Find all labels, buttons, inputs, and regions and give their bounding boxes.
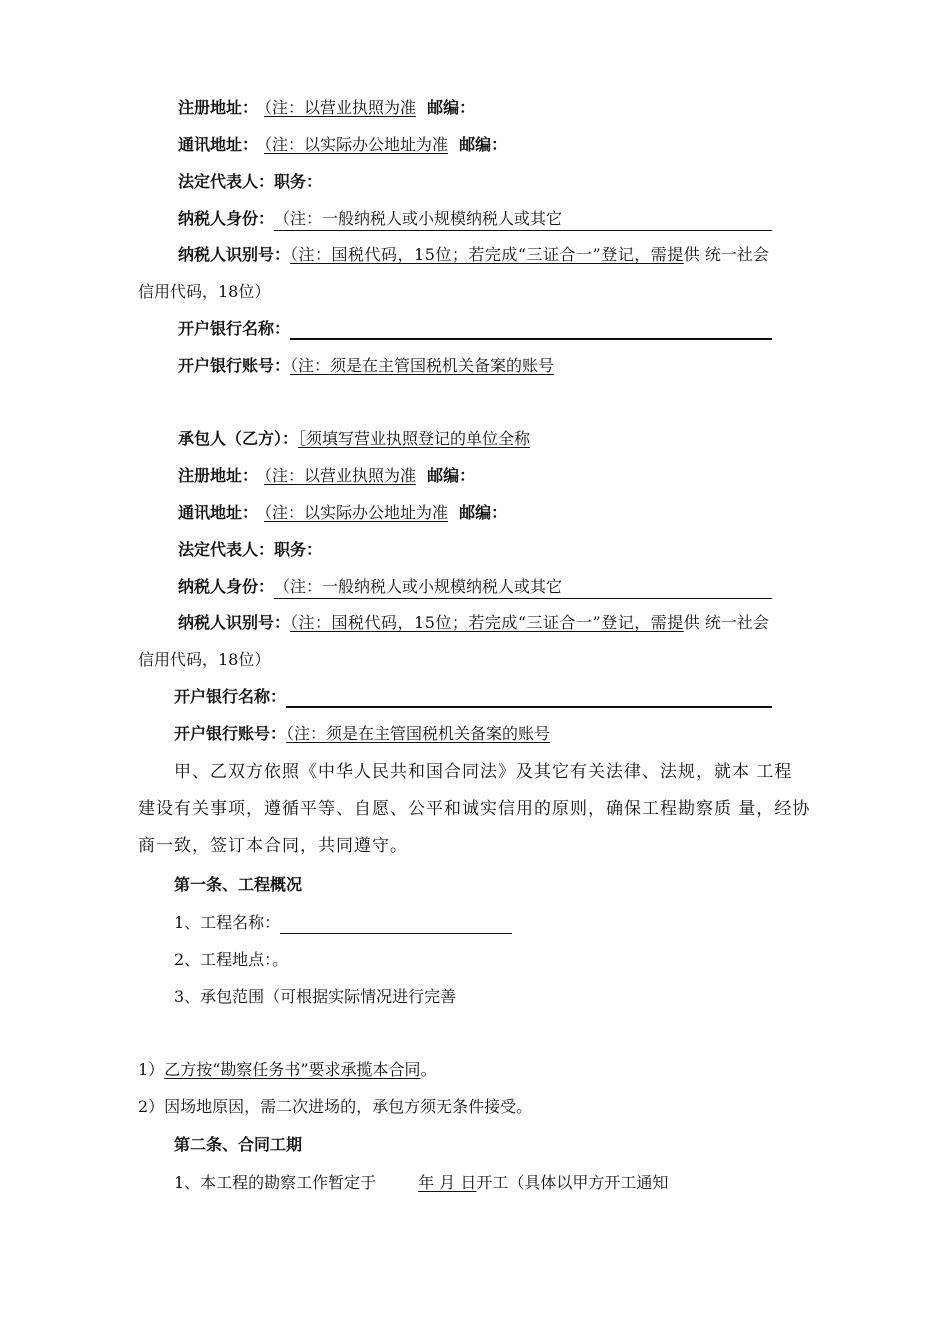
party-b-reg-address [178,465,475,487]
project-name-label: 1、工程名称： [174,913,281,932]
mail-zip-label: 邮编： [459,503,508,522]
article-2-title: 第二条、合同工期 [174,1135,303,1154]
party-b-label: 承包人（乙方）： [178,429,299,448]
party-b-tax-id-line2: 信用代码，18位） [138,650,271,669]
start-date-field: 年 月 日 [418,1173,477,1192]
bank-name-field [286,688,772,708]
bank-account-note: （注：须是在主管国税机关备案的账号 [290,356,555,375]
taxpayer-note: （注：一般纳税人或小规模纳税人或其它 [274,209,563,228]
reg-address-label: 注册地址： [178,466,259,485]
reg-zip-label: 邮编： [427,98,476,117]
article-1-sub-1 [138,1059,437,1081]
mail-address-label: 通讯地址： [178,503,259,522]
tax-id-note-tail: 供 统一社会 [683,245,769,264]
tax-id-label: 纳税人识别号： [178,245,291,264]
start-date-tail: 开工（具体以甲方开工通知 [476,1173,669,1192]
party-b-note: ［须填写营业执照登记的单位全称 [298,429,531,448]
party-a-taxpayer [178,208,772,231]
mail-address-note: （注：以实际办公地址为准 [264,503,449,522]
party-b-taxpayer [178,576,772,599]
tax-id-note: （注：国税代码，15位；若完成“三证合一”登记，需提 [290,245,684,264]
tax-id-note: （注：国税代码，15位；若完成“三证合一”登记，需提 [290,613,684,632]
preamble-line-3: 商一致，签订本合同，共同遵守。 [138,836,408,856]
article-1-item-3: 3、承包范围（可根据实际情况进行完善 [174,987,457,1006]
sub-1-text: 乙方按“勘察任务书”要求承揽本合同 [164,1060,421,1079]
party-a-tax-id-line2: 信用代码，18位） [138,282,271,301]
party-b-mail-address [178,502,507,524]
sub-1-prefix: 1） [138,1060,165,1079]
bank-account-note: （注：须是在主管国税机关备案的账号 [286,724,551,743]
article-2-item-1 [174,1172,668,1194]
bank-name-label: 开户银行名称： [178,319,291,338]
project-name-field [280,917,512,934]
preamble-line-1: 甲、乙双方依照《中华人民共和国合同法》及其它有关法律、法规，就本 工程 [174,762,793,782]
party-a-mail-address [178,134,507,156]
article-1-title: 第一条、工程概况 [174,875,303,894]
party-a-legal-rep: 法定代表人：职务： [178,172,323,191]
mail-address-note: （注：以实际办公地址为准 [264,135,449,154]
taxpayer-field [274,208,772,231]
bank-name-field [290,320,772,340]
article-1-item-2: 2、工程地点：。 [174,950,289,969]
taxpayer-label: 纳税人身份： [178,209,275,228]
reg-address-label: 注册地址： [178,98,259,117]
article-1-item-1 [174,912,512,934]
bank-name-label: 开户银行名称： [174,687,287,706]
bank-account-label: 开户银行账号： [174,724,287,743]
start-date-label: 1、本工程的勘察工作暂定于 [174,1173,377,1192]
mail-address-label: 通讯地址： [178,135,259,154]
party-a-bank-account [178,355,554,377]
reg-address-note: （注：以营业执照为准 [264,466,417,485]
party-a-bank-name [178,318,772,340]
tax-id-note-tail: 供 统一社会 [683,613,769,632]
party-b-bank-account [174,723,550,745]
party-b-tax-id [178,612,769,634]
reg-zip-label: 邮编： [427,466,476,485]
article-1-sub-2: 2）因场地原因，需二次进场的，承包方须无条件接受。 [138,1097,533,1116]
tax-id-label: 纳税人识别号： [178,613,291,632]
taxpayer-note: （注：一般纳税人或小规模纳税人或其它 [274,577,563,596]
mail-zip-label: 邮编： [459,135,508,154]
taxpayer-field [274,576,772,599]
taxpayer-label: 纳税人身份： [178,577,275,596]
sub-1-end: 。 [420,1060,437,1079]
reg-address-note: （注：以营业执照为准 [264,98,417,117]
party-a-tax-id [178,244,769,266]
party-b-bank-name [174,686,772,708]
party-b-legal-rep: 法定代表人：职务： [178,540,323,559]
preamble-line-2: 建设有关事项，遵循平等、自愿、公平和诚实信用的原则，确保工程勘察质 量，经协 [138,799,811,819]
bank-account-label: 开户银行账号： [178,356,291,375]
party-b-title [178,428,530,450]
party-a-reg-address [178,97,475,119]
